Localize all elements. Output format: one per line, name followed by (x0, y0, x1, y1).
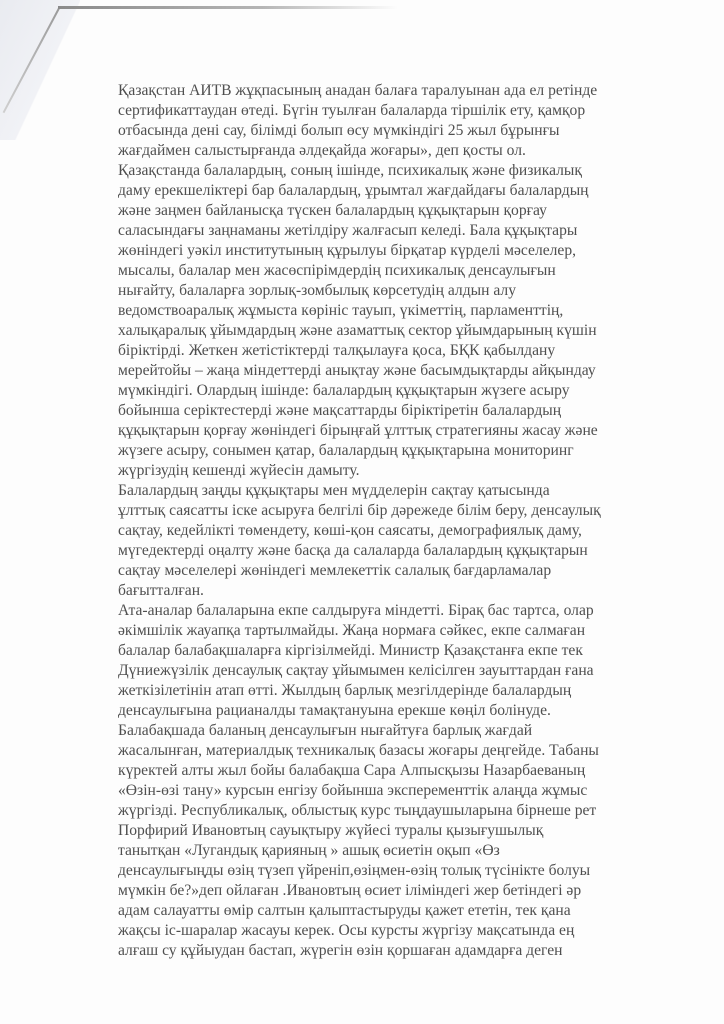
text-line: Ата-аналар балаларына екпе салдыруға міндетті. Бірақ бас тартса, олар (118, 602, 594, 619)
text-line: Дүниежүзілік денсаулық сақтау ұйымымен келісілген зауыттардан ғана (118, 662, 594, 679)
scan-shadow-corner (0, 0, 80, 140)
text-line: күректей алты жыл бойы балабақша Сара Алпысқызы Назарбаеваның (118, 762, 586, 779)
text-line: Балалардың заңды құқықтары мен мүдделерін сақтау қатысында (118, 482, 550, 499)
text-line: жөніндегі уәкіл институтының құрылуы бірқатар күрделі мәселелер, (118, 242, 577, 259)
text-line: мерейтойы – жаңа міндеттерді анықтау және басымдықтарды айқындау (118, 362, 596, 379)
text-line: жүргізді. Республикалық, облыстық курс тыңдаушыларына бірнеше рет (118, 802, 597, 819)
text-line: денсаулығына рацианалды тамақтануына ерекше көңіл болінуде. (118, 702, 551, 719)
text-line: сақтау мәселелері жөніндегі мемлекеттік салалық бағдарламалар (118, 562, 552, 579)
text-line: Қазақстан АИТВ жұқпасының анадан балаға таралуынан ада ел ретінде (118, 82, 598, 99)
text-line: даму ерекшеліктері бар балалардың, ұрымтал жағдайдағы балалардың (118, 182, 589, 199)
text-line: мүгедектерді оңалту және басқа да салаларда балалардың құқықтарын (118, 542, 588, 559)
text-line: нығайту, балаларға зорлық-зомбылық көрсетудің алдын алу (118, 282, 517, 299)
text-line: танытқан «Лугандық қарияның » ашық өсиетін оқып «Өз (118, 842, 500, 859)
text-line: бағытталған. (118, 582, 204, 599)
text-line: отбасында дені сау, білімді болып өсу мүмкіндігі 25 жыл бұрынғы (118, 122, 560, 139)
text-line: жағдаймен салыстырғанда әлдеқайда жоғары», деп қосты ол. (118, 142, 526, 159)
text-line: халықаралық ұйымдардың және азаматтық сектор ұйымдарының күшін (118, 322, 597, 339)
text-line: Қазақстанда балалардың, соның ішінде, психикалық және физикалық (118, 162, 582, 179)
text-line: және заңмен байланысқа түскен балалардың құқықтарын қорғау (118, 202, 547, 219)
text-line: жақсы іс-шаралар жасауы керек. Осы курсты жүргізу мақсатында ең (118, 922, 575, 939)
text-line: Порфирий Ивановтың сауықтыру жүйесі туралы қызығушылық (118, 822, 544, 839)
text-line: бойынша серіктестерді және мақсаттарды біріктіретін балалардың (118, 402, 562, 419)
text-line: мүмкіндігі. Олардың ішінде: балалардың құқықтарын жүзеге асыру (118, 382, 570, 399)
text-line: адам салауатты өмір салтын қалыптастыруды қажет ететін, тек қана (118, 902, 571, 919)
text-line: денсаулығыңды өзің түзеп үйреніп,өзіңмен-өзің толық түсінікте болуы (118, 862, 591, 879)
text-line: сертификаттаудан өтеді. Бүгін туылған балаларда тіршілік ету, қамқор (118, 102, 586, 119)
scan-page-edge-top (58, 6, 398, 9)
text-line: әкімшілік жауапқа тартылмайды. Жаңа нормаға сәйкес, екпе салмаған (118, 622, 586, 639)
text-line: ұлттық саясатты іске асыруға белгілі бір дәрежеде білім беру, денсаулық (118, 502, 601, 519)
text-line: алғаш су құйыудан бастап, жүрегін өзін қоршаған адамдарға деген (118, 942, 563, 959)
text-line: «Өзін-өзі тану» курсын енгізу бойынша эксперементтік алаңда жұмыс (118, 782, 588, 799)
text-line: жеткізілетінін атап өтті. Жылдың барлық мезгілдерінде балалардың (118, 682, 572, 699)
text-line: Балабақшада баланың денсаулығын нығайтуға барлық жағдай (118, 722, 533, 739)
text-line: балалар балабақшаларға кіргізілмейді. Министр Қазақстанға екпе тек (118, 642, 583, 659)
text-line: құқықтарын қорғау жөніндегі бірыңғай ұлттық стратегияны жасау және (118, 422, 598, 439)
text-line: жүзеге асыру, сонымен қатар, балалардың құқықтарына мониторинг (118, 442, 574, 459)
text-line: жасалынған, материалдық техникалық базасы жоғары деңгейде. Табаны (118, 742, 599, 759)
text-line: сақтау, кедейлікті төмендету, көші-қон саясаты, демографиялық даму, (118, 522, 582, 539)
text-line: жүргізудің кешенді жүйесін дамыту. (118, 462, 360, 479)
text-line: біріктірді. Жеткен жетістіктерді талқылауға қоса, БҚК қабылдану (118, 342, 556, 359)
text-line: ведомствоаралық жұмыста көрініс тауып, үкіметтің, парламенттің, (118, 302, 564, 319)
text-line: мысалы, балалар мен жасөспірімдердің психикалық денсаулығын (118, 262, 556, 279)
document-body-text (118, 81, 678, 961)
text-line: саласындағы заңнаманы жетілдіру жалғасып келеді. Бала құқықтары (118, 222, 578, 239)
text-line: мүмкін бе?»деп ойлаған .Ивановтың өсиет іліміндегі жер бетіндегі әр (118, 882, 582, 899)
